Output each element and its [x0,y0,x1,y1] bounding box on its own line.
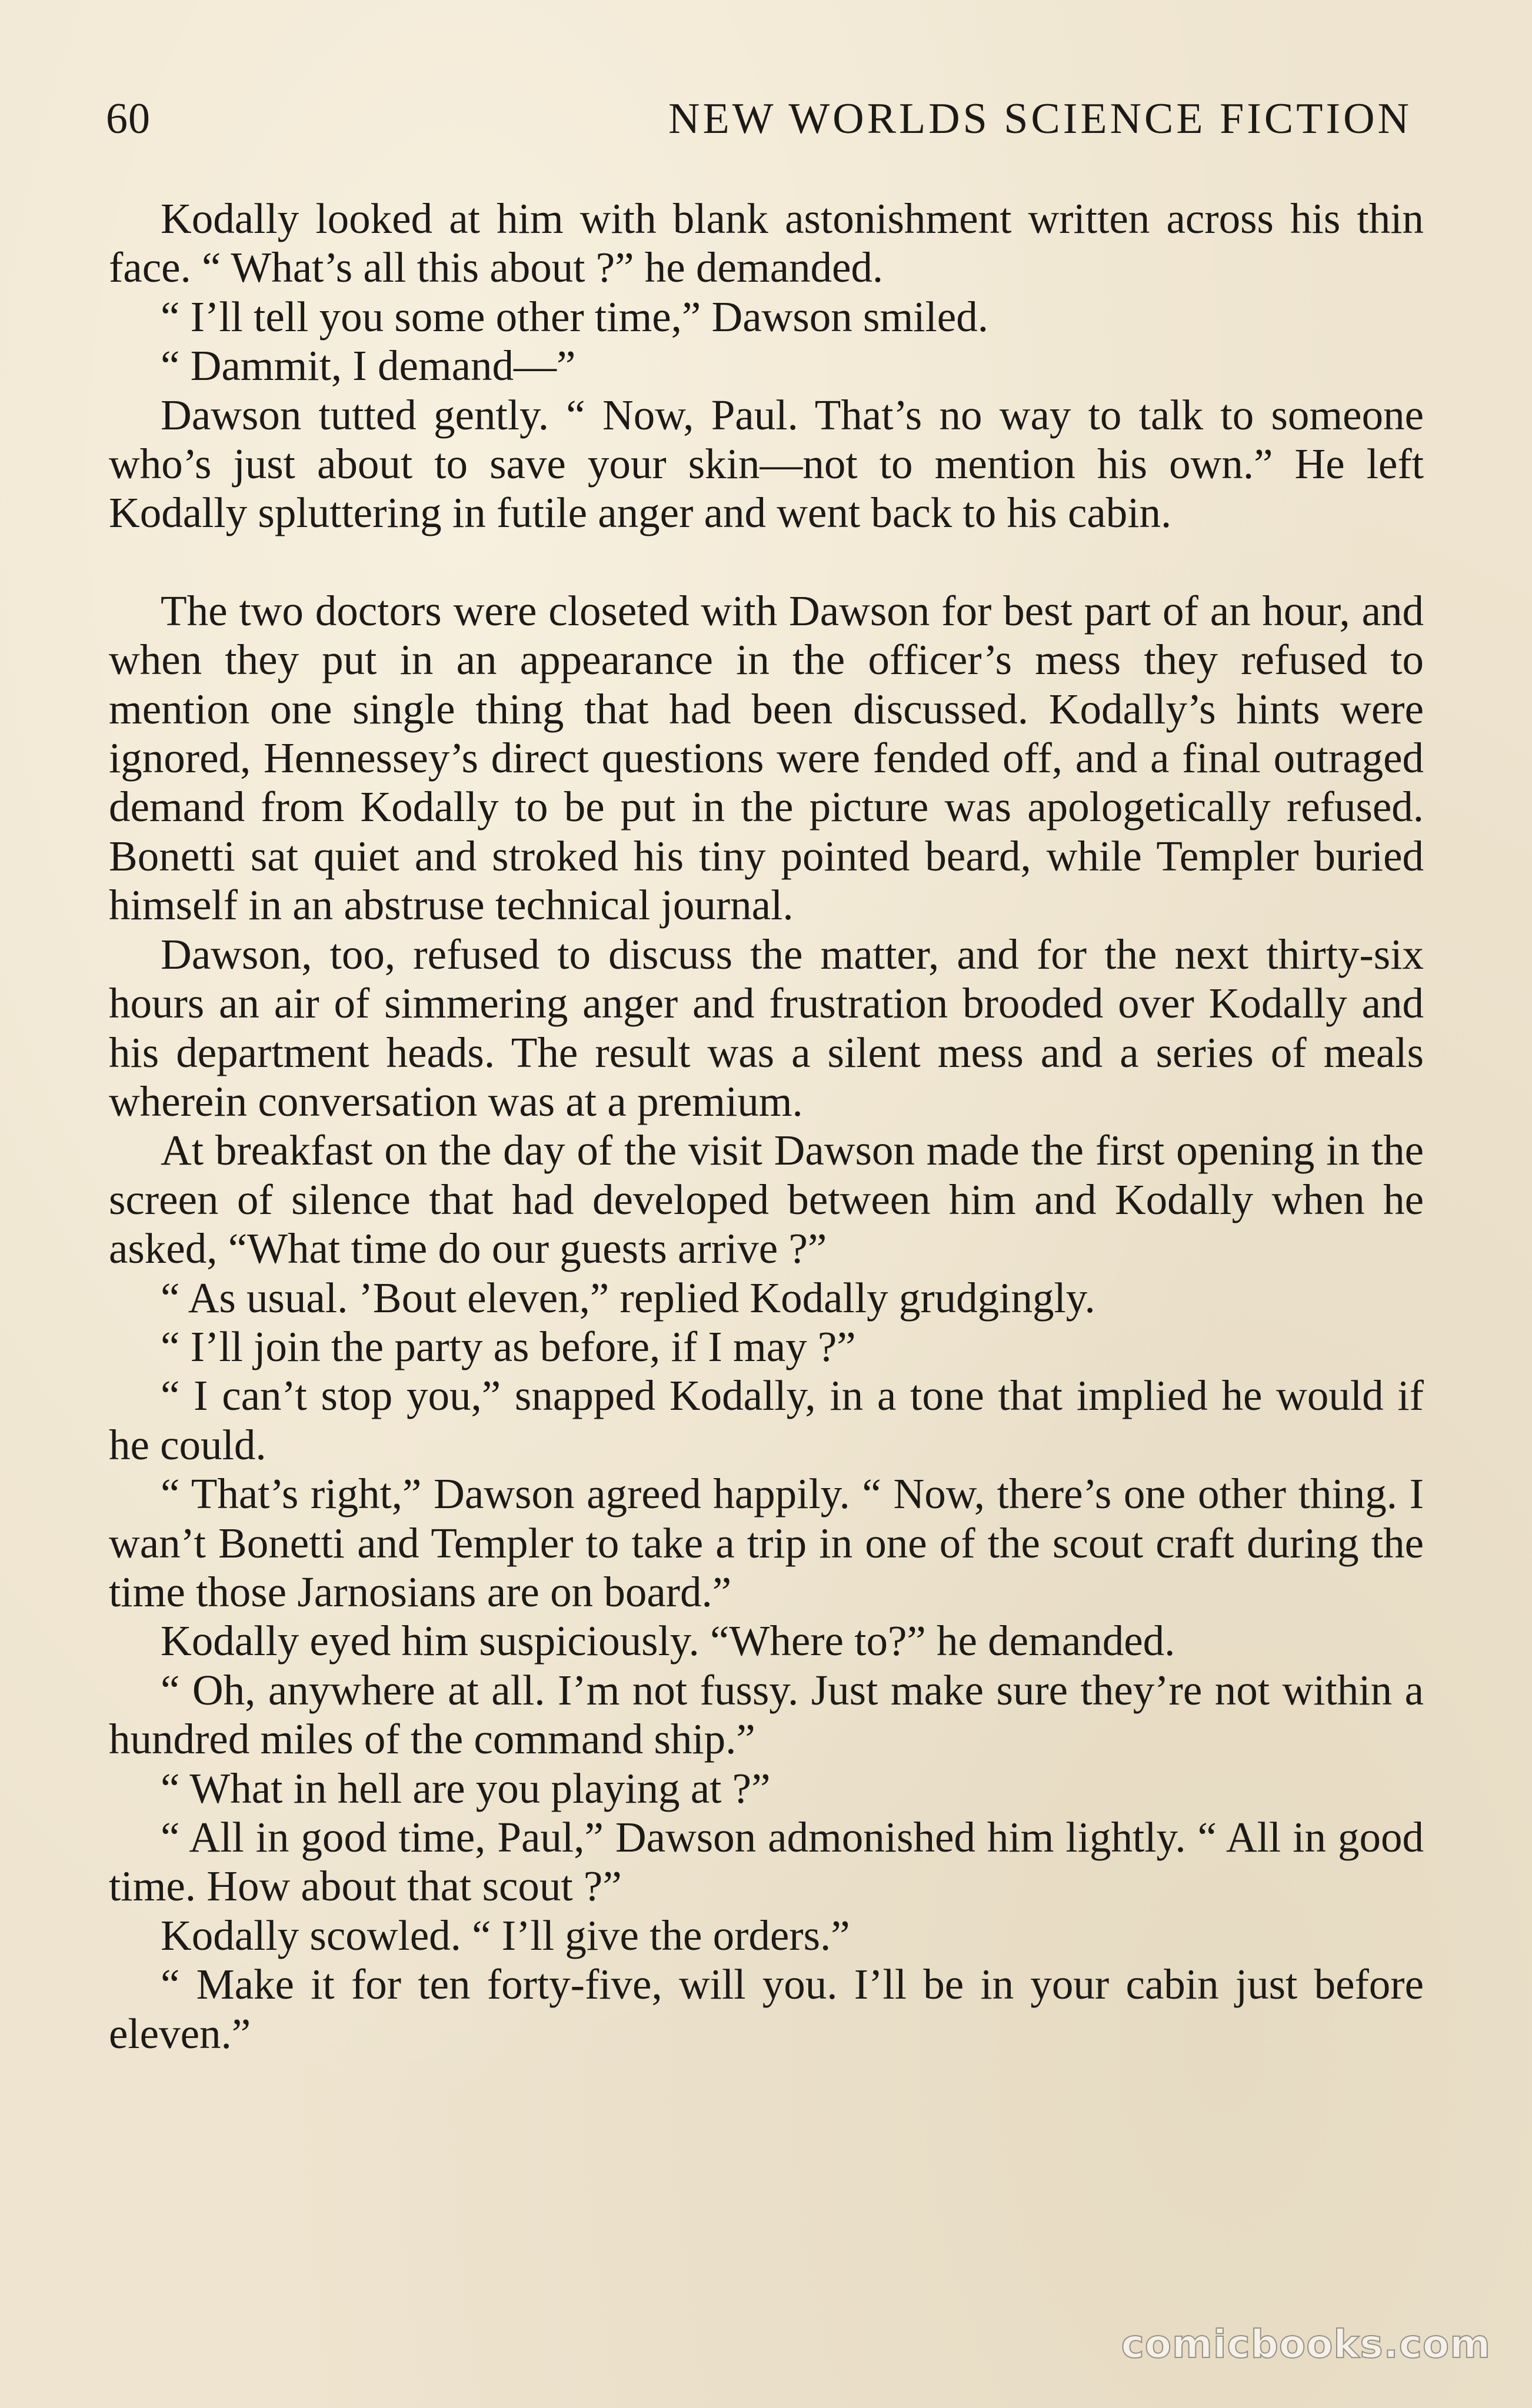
paragraph: “ What in hell are you playing at ?” [161,1764,771,1812]
paragraph: Kodally scowled. “ I’ll give the orders.” [161,1911,850,1959]
paragraph: Kodally eyed him suspiciously. “Where to?” he demanded. [161,1617,1175,1665]
paragraph: Dawson tutted gently. “ Now, Paul. That’s no way to talk to someone who’s just about to save your skin—not to mention his own.” He left Kodally spluttering in futile anger and went back to his cabin. [109,391,1424,537]
page-header [106,94,1412,153]
paragraph: “ I’ll join the party as before, if I may ?” [161,1322,856,1370]
paragraph: “ All in good time, Paul,” Dawson admonished him lightly. “ All in good time. How about that scout ?” [109,1813,1424,1910]
paragraph: “ I’ll tell you some other time,” Dawson smiled. [161,292,988,341]
watermark: comicbooks.com [1121,2322,1491,2367]
paragraph: “ Dammit, I demand—” [161,342,576,390]
paragraph: At breakfast on the day of the visit Dawson made the first opening in the screen of silence that had developed between him and Kodally when he asked, “What time do our guests arrive ?” [109,1126,1424,1273]
paragraph: “ Oh, anywhere at all. I’m not fussy. Just make sure they’re not within a hundred miles of the command ship.” [109,1666,1424,1763]
paragraph: Dawson, too, refused to discuss the matter, and for the next thirty-six hours an air of simmering anger and frustration brooded over Kodally and his department heads. The result was a silent mess and a series of meals wherein conversation was at a premium. [109,930,1424,1125]
paragraph: Kodally looked at him with blank astonishment written across his thin face. “ What’s all this about ?” he demanded. [109,195,1424,292]
paragraph: “ That’s right,” Dawson agreed happily. “ Now, there’s one other thing. I wan’t Bonetti and Templer to take a trip in one of the scout craft during the time those Jarnosians are on board.” [109,1470,1424,1616]
running-head: NEW WORLDS SCIENCE FICTION [668,95,1412,143]
body-text [109,194,1424,2058]
paragraph: “ I can’t stop you,” snapped Kodally, in a tone that implied he would if he could. [109,1372,1424,1469]
paragraph: “ Make it for ten forty-five, will you. I’ll be in your cabin just before eleven.” [109,1960,1424,2057]
paragraph: “ As usual. ’Bout eleven,” replied Kodally grudgingly. [161,1273,1095,1322]
paragraph: The two doctors were closeted with Dawson for best part of an hour, and when they put in an appearance in the officer’s mess they refused to mention one single thing that had been discussed. Kodally’s hints were ignored, Hennessey’s direct questions were fended off, and a final outraged demand from Kodally to be put in the picture was apologetically refused. Bonetti sat quiet and stroked his tiny pointed beard, while Templer buried himself in an abstruse technical journal. [109,586,1424,929]
page-number: 60 [106,95,151,143]
